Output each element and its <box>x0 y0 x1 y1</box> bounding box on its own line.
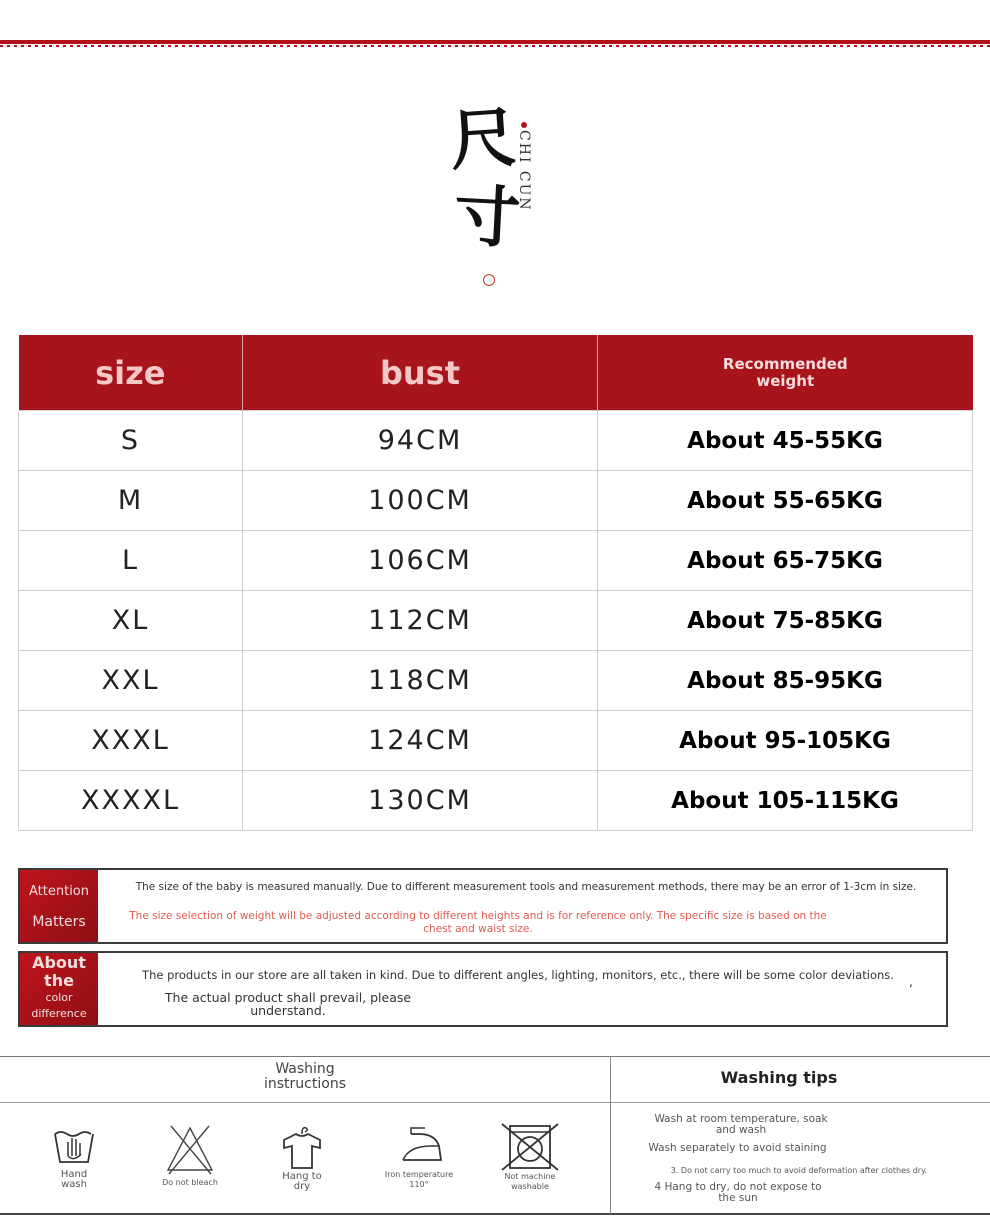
header-recommended-weight <box>598 335 973 411</box>
cell-size: XXL <box>19 651 243 711</box>
cell-bust: 130CM <box>243 771 598 831</box>
table-row <box>19 771 973 831</box>
header-bust: bust <box>243 335 598 411</box>
cell-size: XXXL <box>19 711 243 771</box>
hang-to-dry-item <box>262 1122 342 1192</box>
top-red-rule <box>0 40 990 44</box>
color-difference-box <box>18 951 948 1027</box>
attention-text-weight: The size selection of weight will be adjusted according to different heights and is for reference only. The specific size is based on the chest and waist size. <box>129 910 827 935</box>
tip-room-temperature: Wash at room temperature, soak and wash <box>654 1113 828 1136</box>
not-machine-washable-label: Not machine washable <box>504 1172 556 1191</box>
attention-matters-box <box>18 868 948 944</box>
cell-size: XXXXL <box>19 771 243 831</box>
cell-weight: About 45-55KG <box>598 411 973 471</box>
not-machine-washable-item <box>490 1122 570 1192</box>
logo-red-dot <box>521 122 527 128</box>
logo-english-text: CHI CUN <box>516 130 532 212</box>
tip-do-not-carry: 3. Do not carry too much to avoid deformation after clothes dry. <box>670 1166 928 1175</box>
hang-to-dry-icon <box>276 1122 328 1170</box>
washing-instructions-title <box>0 1062 610 1092</box>
do-not-bleach-label: Do not bleach <box>162 1178 218 1187</box>
hang-to-dry-label: Hang to dry <box>282 1171 322 1192</box>
iron-item <box>374 1122 464 1190</box>
table-row <box>19 471 973 531</box>
color-difference-text: The products in our store are all taken in kind. Due to different angles, lighting, monitors, etc., there will be some color deviations. <box>142 968 894 982</box>
stray-comma: , <box>909 975 913 989</box>
washing-tips-title: Washing tips <box>720 1068 838 1087</box>
color-tag-line2: the <box>44 971 74 990</box>
attention-text-measurement: The size of the baby is measured manually. Due to different measurement tools and measurement methods, there may be an error of 1-3cm in size. <box>135 881 917 893</box>
logo-char-cun: 寸 <box>452 176 522 258</box>
hand-wash-icon <box>51 1122 97 1168</box>
cell-bust: 94CM <box>243 411 598 471</box>
tip-wash-separately: Wash separately to avoid staining <box>648 1142 827 1154</box>
table-row <box>19 531 973 591</box>
attention-tag <box>20 870 98 942</box>
logo-red-ring <box>483 274 495 286</box>
table-row <box>19 591 973 651</box>
size-chart-table <box>18 335 973 831</box>
cell-size: S <box>19 411 243 471</box>
cell-weight: About 85-95KG <box>598 651 973 711</box>
logo-char-chi: 尺 <box>447 97 519 181</box>
hand-wash-label: Hand wash <box>60 1169 88 1190</box>
color-difference-tag <box>20 953 98 1025</box>
iron-icon <box>391 1122 447 1168</box>
table-row <box>19 651 973 711</box>
cell-weight: About 95-105KG <box>598 711 973 771</box>
iron-temperature-label: Iron temperature 110° <box>384 1170 454 1189</box>
hand-wash-item <box>34 1122 114 1190</box>
color-tag-line3: color <box>45 991 73 1004</box>
cell-bust: 100CM <box>243 471 598 531</box>
cell-weight: About 105-115KG <box>598 771 973 831</box>
header-weight-label: Recommended weight <box>722 354 848 390</box>
size-chart-header <box>19 335 973 411</box>
attention-tag-line2: Matters <box>32 914 86 930</box>
tip-hang-to-dry: 4 Hang to dry, do not expose to the sun <box>654 1181 822 1204</box>
attention-tag-line1: Attention <box>29 884 89 899</box>
header-size: size <box>19 335 243 411</box>
do-not-bleach-icon <box>163 1122 217 1176</box>
color-tag-line4: difference <box>31 1007 87 1020</box>
table-row <box>19 411 973 471</box>
cell-bust: 106CM <box>243 531 598 591</box>
cell-bust: 118CM <box>243 651 598 711</box>
table-row <box>19 711 973 771</box>
cell-weight: About 65-75KG <box>598 531 973 591</box>
cell-bust: 124CM <box>243 711 598 771</box>
washing-mid-rule <box>0 1102 990 1103</box>
top-dotted-rule <box>0 45 990 47</box>
do-not-bleach-item <box>150 1122 230 1188</box>
washing-bottom-rule <box>0 1213 990 1215</box>
cell-size: XL <box>19 591 243 651</box>
washing-top-rule <box>0 1056 990 1057</box>
cell-size: M <box>19 471 243 531</box>
cell-weight: About 55-65KG <box>598 471 973 531</box>
cell-bust: 112CM <box>243 591 598 651</box>
color-tag-line1: About <box>32 953 86 972</box>
cell-weight: About 75-85KG <box>598 591 973 651</box>
color-difference-prevail-text: The actual product shall prevail, please understand. <box>164 990 412 1018</box>
chi-cun-logo <box>440 97 550 300</box>
not-machine-washable-icon <box>500 1122 560 1172</box>
washing-instructions-label: Washing instructions <box>264 1061 346 1092</box>
cell-size: L <box>19 531 243 591</box>
